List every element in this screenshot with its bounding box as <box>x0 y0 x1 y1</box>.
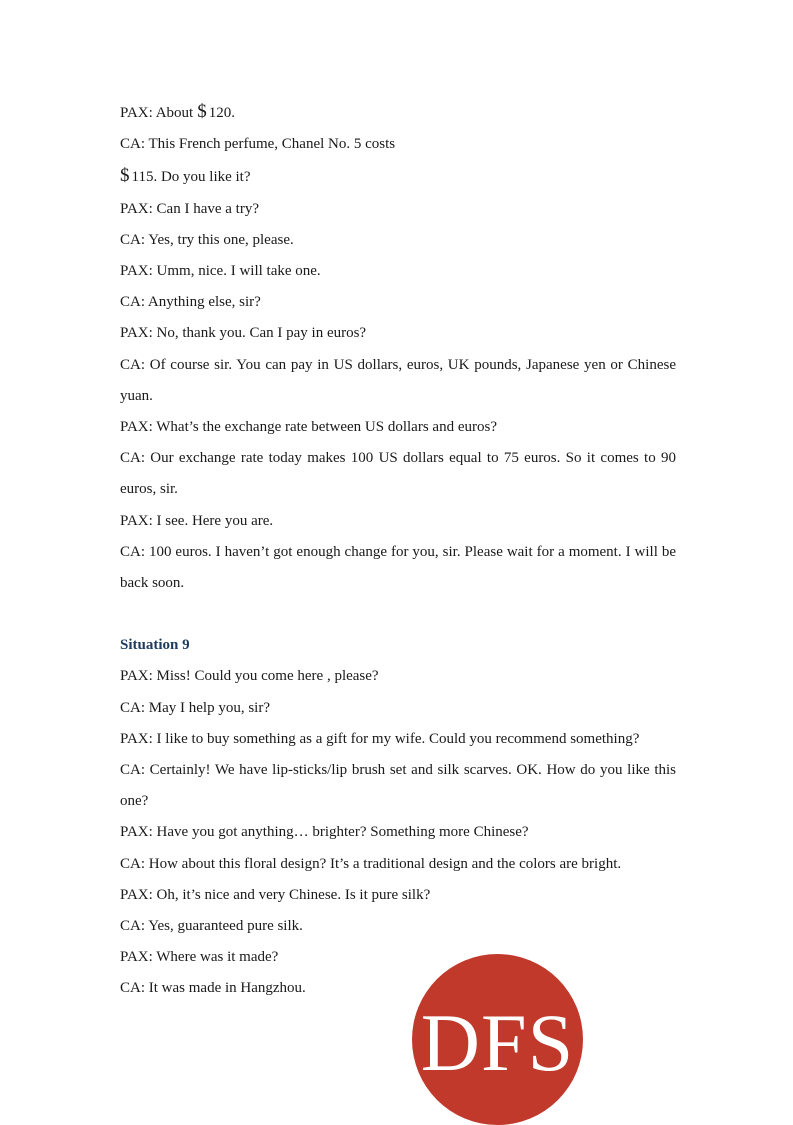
dialogue-line: CA: Anything else, sir? <box>120 294 261 311</box>
section-heading: Situation 9 <box>120 637 190 654</box>
dialogue-line: PAX: Have you got anything… brighter? Something more Chinese? <box>120 824 529 841</box>
dialogue-line: CA: Yes, guaranteed pure silk. <box>120 918 303 935</box>
dialogue-line: PAX: Oh, it’s nice and very Chinese. Is it pure silk? <box>120 886 431 903</box>
dialogue-line: CA: Yes, try this one, please. <box>120 231 294 248</box>
dollar-symbol: $ <box>120 165 130 187</box>
dialogue-line: PAX: I like to buy something as a gift for my wife. Could you recommend something? <box>120 730 640 747</box>
dialogue-line: CA: This French perfume, Chanel No. 5 costs <box>120 136 396 153</box>
dialogue-line: CA: It was made in Hangzhou. <box>120 980 306 997</box>
dfs-logo <box>412 954 583 1125</box>
document-content <box>120 96 676 1005</box>
dialogue-line: PAX: Where was it made? <box>120 949 279 966</box>
line-text: 120. <box>208 105 235 121</box>
dialogue-line: CA: How about this floral design? It’s a traditional design and the colors are bright. <box>120 855 622 872</box>
dialogue-line: CA: Our exchange rate today makes 100 US dollars equal to 75 euros. So it comes to 90 euros, sir. <box>120 450 676 498</box>
section-spacer <box>120 599 676 630</box>
dialogue-line <box>120 96 676 129</box>
dialogue-line: CA: Of course sir. You can pay in US dollars, euros, UK pounds, Japanese yen or Chinese yuan. <box>120 356 676 404</box>
dialogue-line: CA: Certainly! We have lip-sticks/lip brush set and silk scarves. OK. How do you like this one? <box>120 762 676 810</box>
dialogue-line: PAX: What’s the exchange rate between US dollars and euros? <box>120 419 497 436</box>
dialogue-line: PAX: No, thank you. Can I pay in euros? <box>120 325 367 342</box>
line-text: 115. Do you like it? <box>131 169 251 186</box>
line-text: PAX: About <box>120 105 194 121</box>
dialogue-line: PAX: Miss! Could you come here , please? <box>120 668 379 685</box>
dialogue-line: PAX: Can I have a try? <box>120 200 259 217</box>
dialogue-line: CA: 100 euros. I haven’t got enough change for you, sir. Please wait for a moment. I will be back soon. <box>120 543 676 592</box>
dialogue-line <box>120 160 676 193</box>
dialogue-line: CA: May I help you, sir? <box>120 699 270 716</box>
logo-text: DFS <box>420 996 575 1088</box>
dollar-symbol: $ <box>197 101 207 122</box>
dialogue-line: PAX: I see. Here you are. <box>120 512 274 529</box>
dialogue-line: PAX: Umm, nice. I will take one. <box>120 263 321 280</box>
